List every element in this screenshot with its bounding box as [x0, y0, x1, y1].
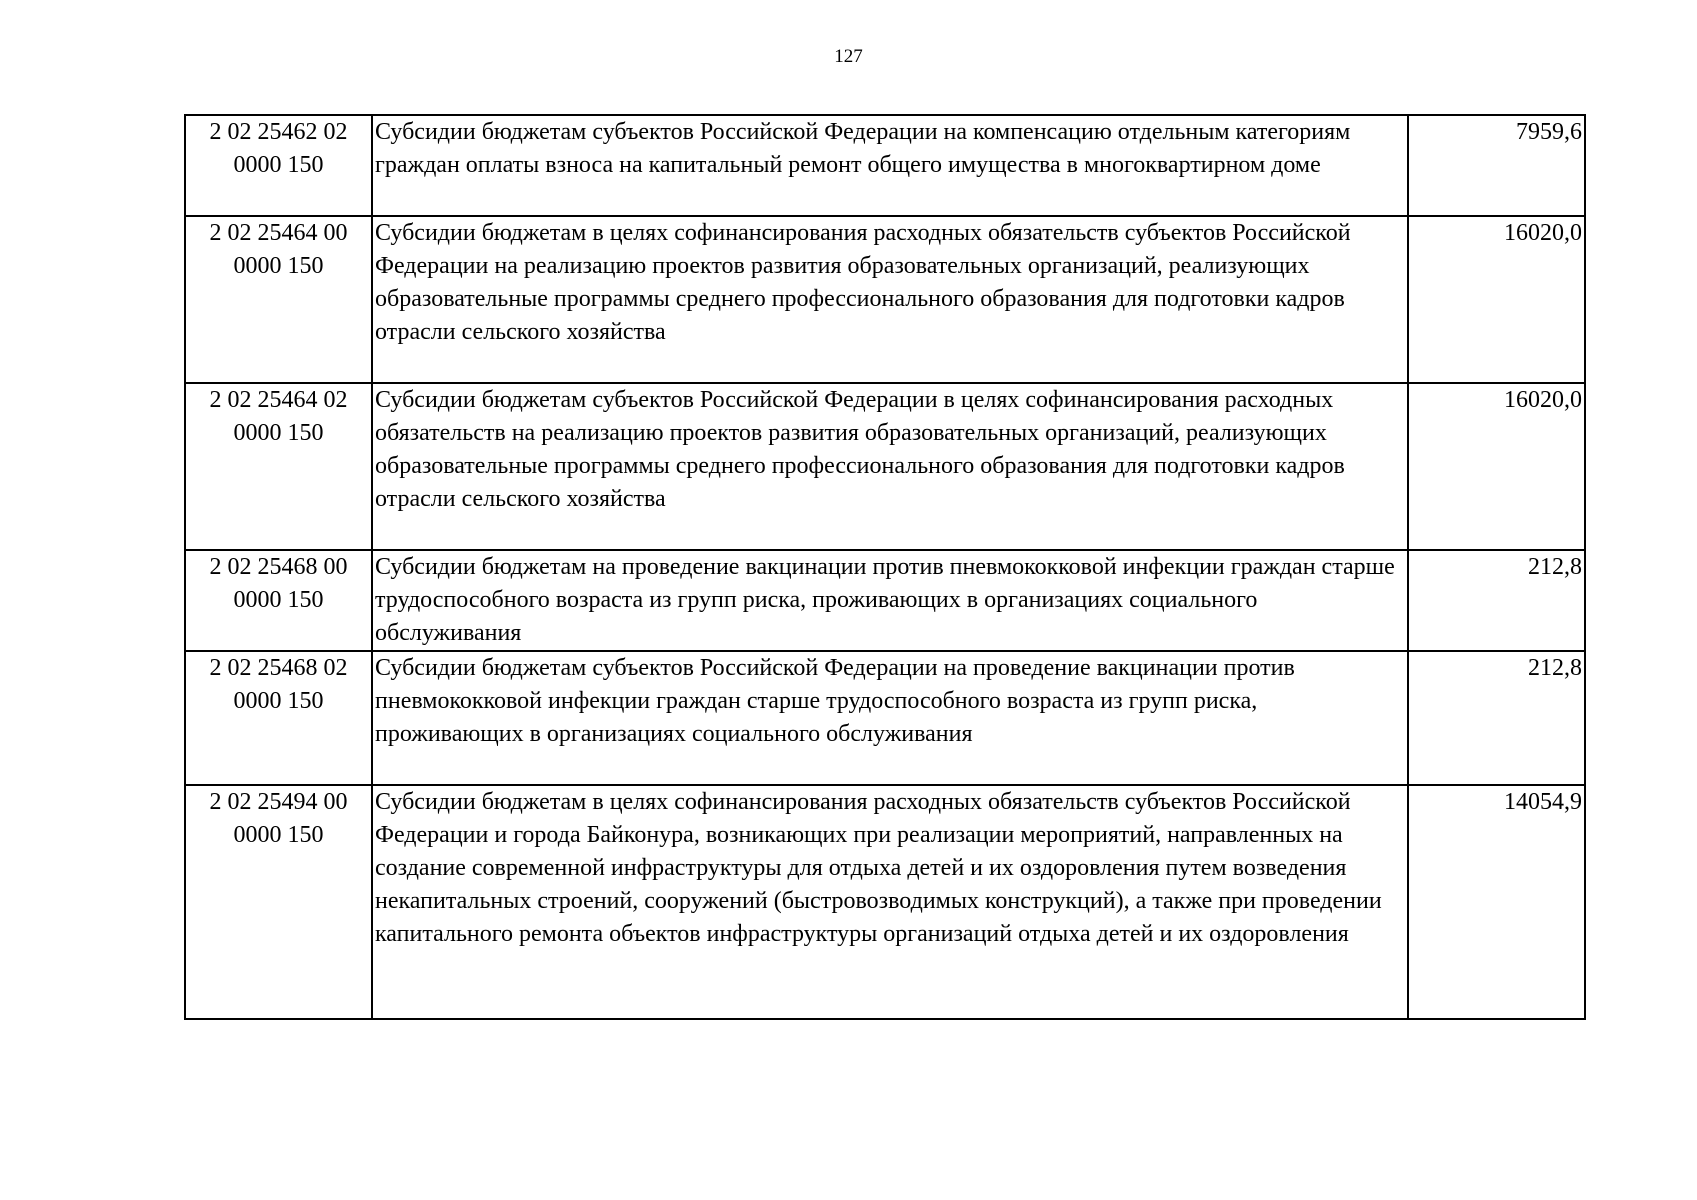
budget-code-cell [185, 550, 372, 651]
description-cell: Субсидии бюджетам субъектов Российской Федерации в целях софинансирования расходных обязательств на реализацию проектов развития образовательных организаций, реализующих образовательные программы среднего профессионального образования для подготовки кадров отрасли сельского хозяйства [372, 383, 1408, 550]
budget-code-line: 2 02 25468 00 [209, 554, 348, 580]
budget-code-line: 2 02 25464 00 [209, 220, 348, 246]
budget-code-cell [185, 651, 372, 785]
budget-code-cell [185, 785, 372, 1019]
table-row [185, 550, 1585, 651]
description-cell: Субсидии бюджетам в целях софинансирования расходных обязательств субъектов Российской Федерации на реализацию проектов развития образовательных организаций, реализующих образовательные программы среднего профессионального образования для подготовки кадров отрасли сельского хозяйства [372, 216, 1408, 383]
amount-cell: 212,8 [1408, 550, 1585, 651]
budget-code-line: 0000 150 [233, 587, 324, 613]
description-cell: Субсидии бюджетам в целях софинансирования расходных обязательств субъектов Российской Федерации и города Байконура, возникающих при реализации мероприятий, направленных на создание современной инфраструктуры для отдыха детей и их оздоровления путем возведения некапитальных строений, сооружений (быстровозводимых конструкций), а также при проведении капитального ремонта объектов инфраструктуры организаций отдыха детей и их оздоровления [372, 785, 1408, 1019]
description-cell: Субсидии бюджетам на проведение вакцинации против пневмококковой инфекции граждан старше трудоспособного возраста из групп риска, проживающих в организациях социального обслуживания [372, 550, 1408, 651]
budget-code-line: 0000 150 [233, 822, 324, 848]
table-row [185, 651, 1585, 785]
description-cell: Субсидии бюджетам субъектов Российской Федерации на проведение вакцинации против пневмококковой инфекции граждан старше трудоспособного возраста из групп риска, проживающих в организациях социального обслуживания [372, 651, 1408, 785]
budget-code-line: 2 02 25468 02 [209, 655, 348, 681]
description-cell: Субсидии бюджетам субъектов Российской Федерации на компенсацию отдельным категориям граждан оплаты взноса на капитальный ремонт общего имущества в многоквартирном доме [372, 115, 1408, 216]
budget-code-cell [185, 216, 372, 383]
budget-code-line: 2 02 25462 02 [209, 119, 348, 145]
budget-code-line: 0000 150 [233, 152, 324, 178]
budget-code-line: 2 02 25464 02 [209, 387, 348, 413]
amount-cell: 7959,6 [1408, 115, 1585, 216]
page-number: 127 [834, 46, 863, 67]
budget-code-cell [185, 383, 372, 550]
budget-code-line: 0000 150 [233, 688, 324, 714]
amount-cell: 212,8 [1408, 651, 1585, 785]
table-row [185, 216, 1585, 383]
budget-code-line: 0000 150 [233, 253, 324, 279]
budget-code-line: 2 02 25494 00 [209, 789, 348, 815]
budget-code-line: 0000 150 [233, 420, 324, 446]
table-row [185, 115, 1585, 216]
amount-cell: 14054,9 [1408, 785, 1585, 1019]
table-row [185, 785, 1585, 1019]
budget-code-cell [185, 115, 372, 216]
table-row [185, 383, 1585, 550]
amount-cell: 16020,0 [1408, 216, 1585, 383]
amount-cell: 16020,0 [1408, 383, 1585, 550]
budget-table [184, 114, 1586, 1020]
